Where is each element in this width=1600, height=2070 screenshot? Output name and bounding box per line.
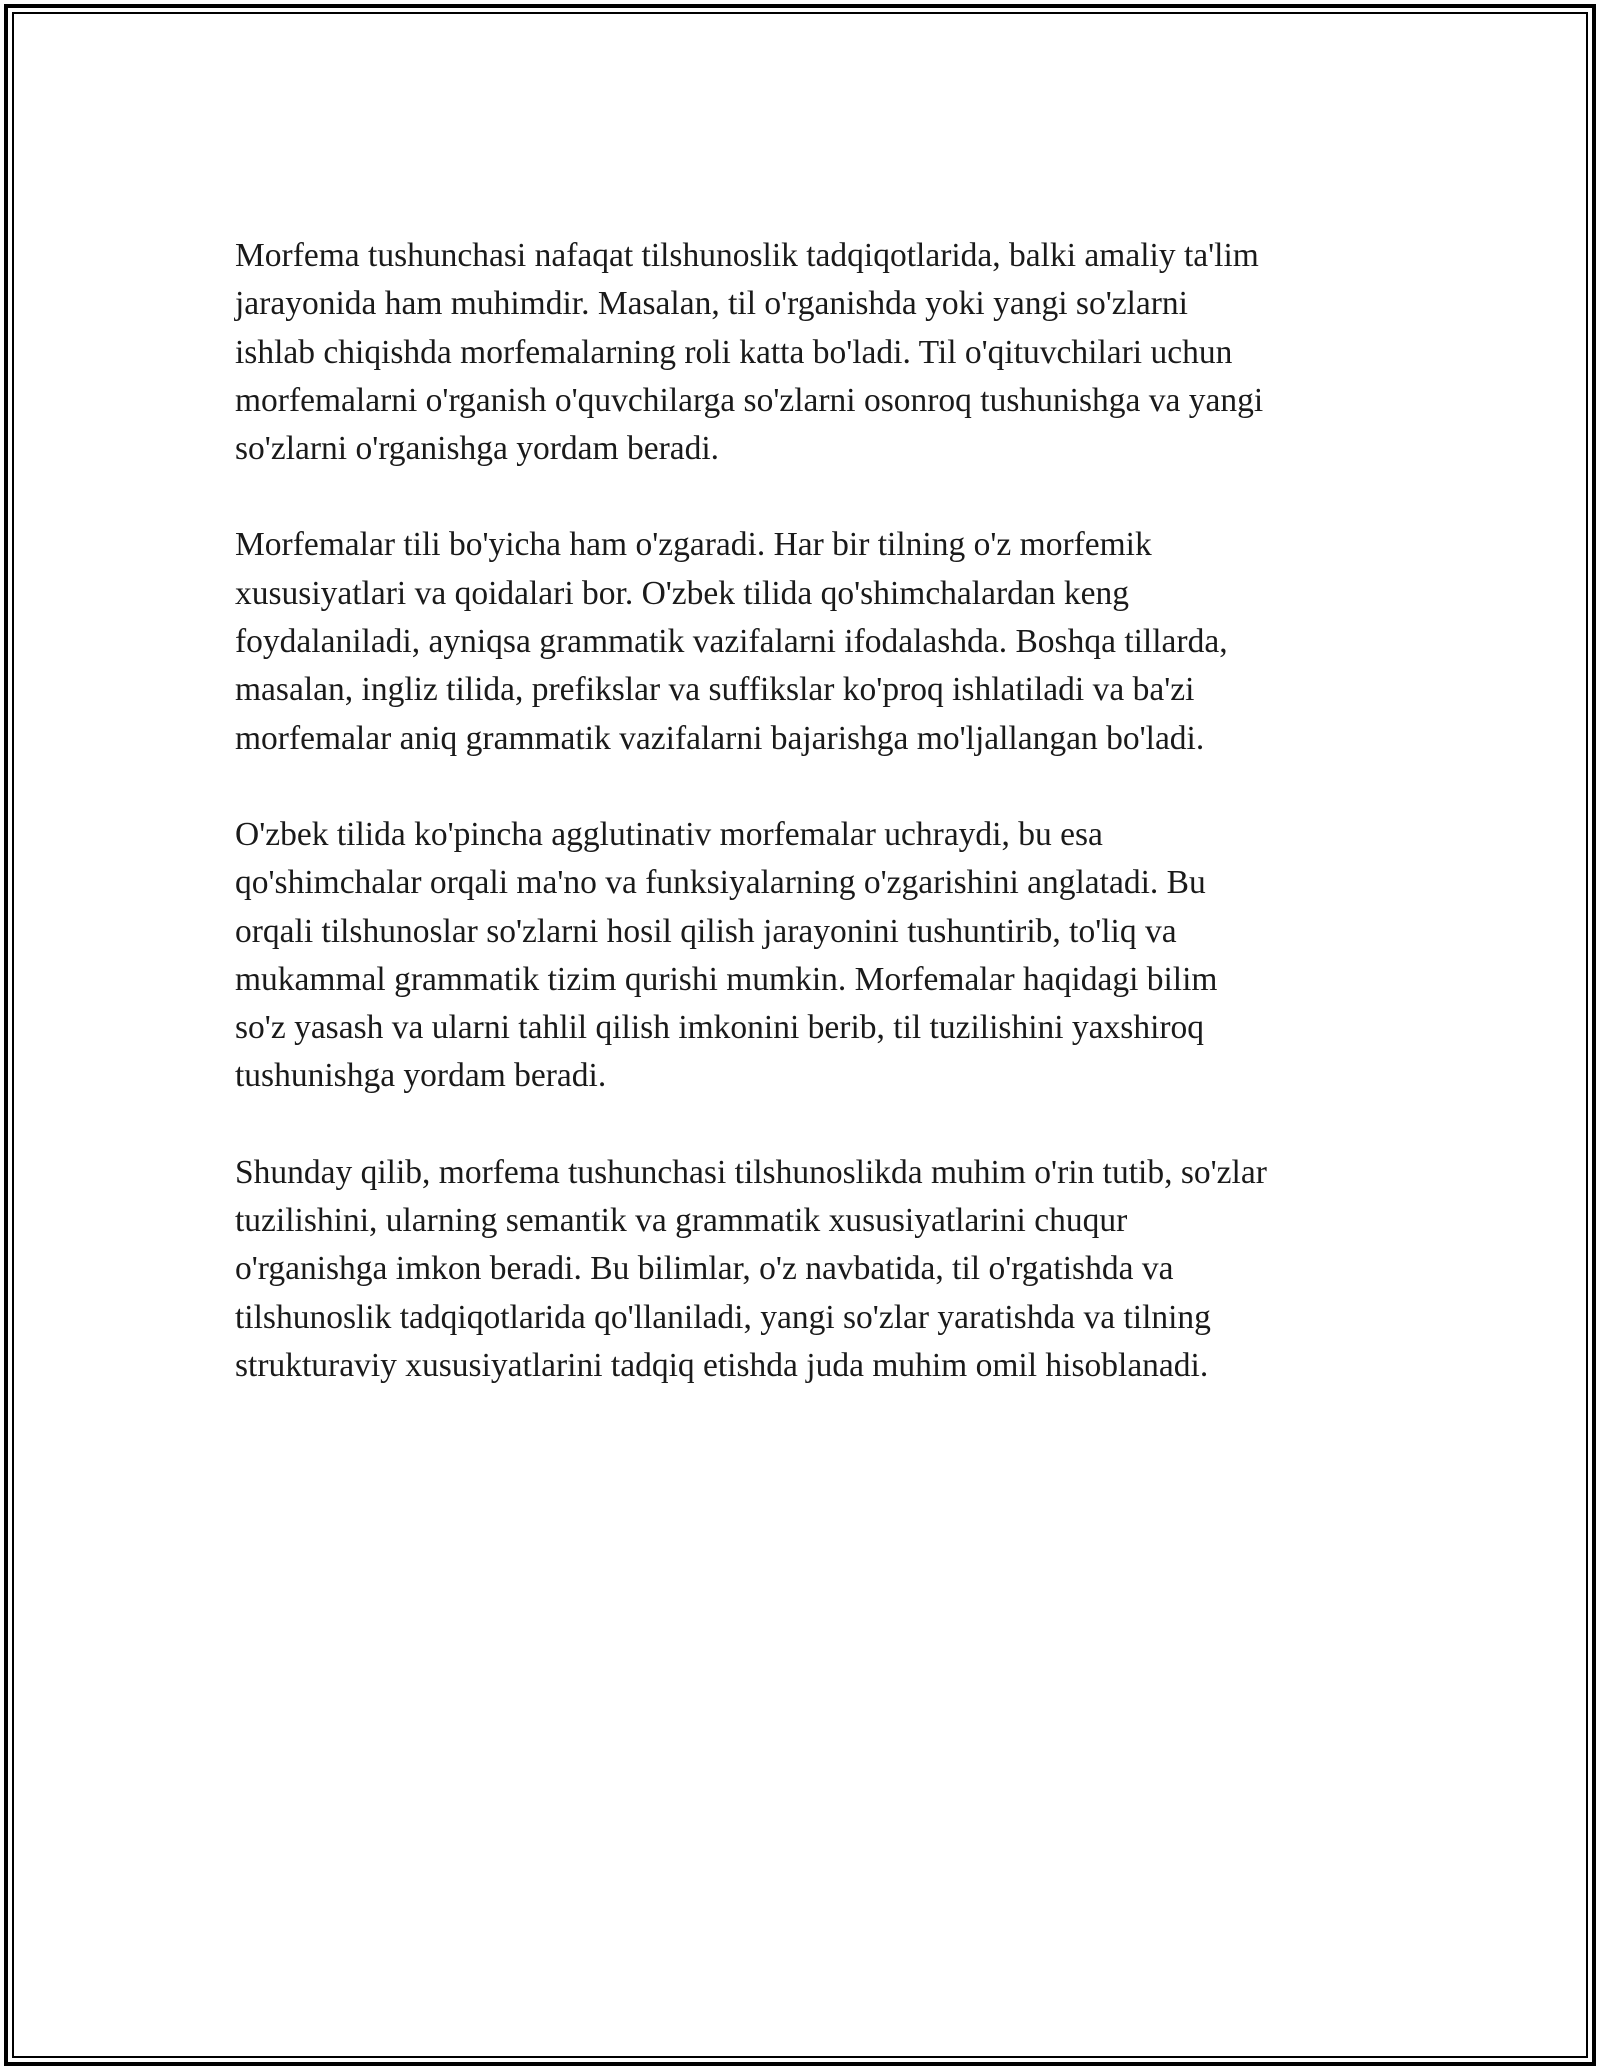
document-body [235, 232, 1375, 1438]
paragraph-4: Shunday qilib, morfema tushunchasi tilshunoslikda muhim o'rin tutib, so'zlar tuzilishini, ularning semantik va grammatik xususiyatlarini chuqur o'rganishga imkon beradi. Bu bilimlar, o'z navbatida, til o'rgatishda va tilshunoslik tadqiqotlarida qo'llaniladi, yangi so'zlar yaratishda va tilning strukturaviy xususiyatlarini tadqiq etishda juda muhim omil hisoblanadi. [235, 1153, 1267, 1384]
paragraph-2: Morfemalar tili bo'yicha ham o'zgaradi. Har bir tilning o'z morfemik xususiyatlari va qoidalari bor. O'zbek tilida qo'shimchalardan keng foydalaniladi, ayniqsa grammatik vazifalarni ifodalashda. Boshqa tillarda, masalan, ingliz tilida, prefikslar va suffikslar ko'proq ishlatiladi va ba'zi morfemalar aniq grammatik vazifalarni bajarishga mo'ljallangan bo'ladi. [235, 526, 1228, 757]
paragraph-3: O'zbek tilida ko'pincha agglutinativ morfemalar uchraydi, bu esa qo'shimchalar orqali ma'no va funksiyalarning o'zgarishini anglatadi. Bu orqali tilshunoslar so'zlarni hosil qilish jarayonini tushuntirib, to'liq va mukammal grammatik tizim qurishi mumkin. Morfemalar haqidagi bilim so'z yasash va ularni tahlil qilish imkonini berib, til tuzilishini yaxshiroq tushunishga yordam beradi. [235, 815, 1218, 1095]
paragraph-1: Morfema tushunchasi nafaqat tilshunoslik tadqiqotlarida, balki amaliy ta'lim jarayonida ham muhimdir. Masalan, til o'rganishda yoki yangi so'zlarni ishlab chiqishda morfemalarning roli katta bo'ladi. Til o'qituvchilari uchun morfemalarni o'rganish o'quvchilarga so'zlarni osonroq tushunishga va yangi so'zlarni o'rganishga yordam beradi. [235, 237, 1264, 468]
